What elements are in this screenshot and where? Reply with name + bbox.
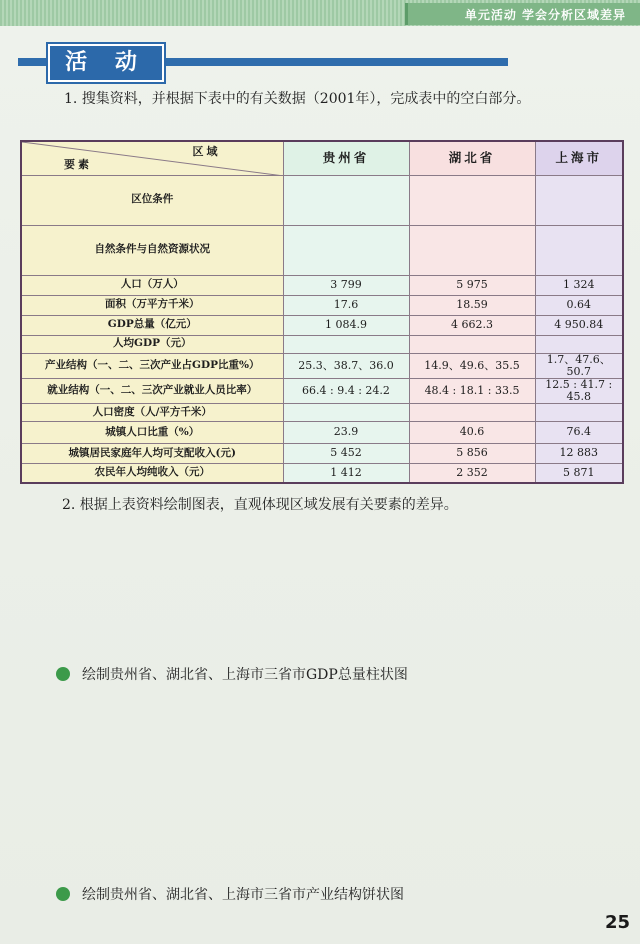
header-title: 单元活动 学会分析区域差异 [464,8,626,22]
table-cell: 12.5 : 41.7 : 45.8 [535,378,623,403]
bullet-text: 绘制贵州省、湖北省、上海市三省市GDP总量柱状图 [82,667,408,683]
bullet-item-pie-chart [56,884,576,904]
table-cell: 14.9、49.6、35.5 [409,353,535,378]
table-cell: 4 662.3 [409,315,535,335]
data-table [20,140,624,484]
activity-label: 活 动 [48,44,164,82]
table-cell: 18.59 [409,295,535,315]
table-cell: 5 975 [409,275,535,295]
row-label: 城镇居民家庭年人均可支配收入(元) [21,443,283,463]
table-cell: 1.7、47.6、50.7 [535,353,623,378]
table-cell [535,335,623,353]
row-label: 人口（万人） [21,275,283,295]
bullet-item-bar-chart [56,664,576,684]
table-cell [409,175,535,225]
table-row [21,335,623,353]
table-cell: 48.4 : 18.1 : 33.5 [409,378,535,403]
table-cell: 3 799 [283,275,409,295]
question-2: 2. 根据上表资料绘制图表，直观体现区域发展有关要素的差异。 [62,497,458,513]
table-row [21,403,623,421]
table-cell: 23.9 [283,421,409,443]
table-cell [535,225,623,275]
column-header-shanghai: 上海市 [535,141,623,175]
table-cell [283,403,409,421]
row-label: GDP总量（亿元） [21,315,283,335]
table-cell: 1 324 [535,275,623,295]
table-cell [283,335,409,353]
table-row [21,175,623,225]
table-cell [535,175,623,225]
table-corner-cell [21,141,283,175]
table-cell [283,175,409,225]
row-label: 产业结构（一、二、三次产业占GDP比重%） [21,353,283,378]
table-cell [535,403,623,421]
row-label: 就业结构（一、二、三次产业就业人员比率） [21,378,283,403]
table-cell [409,403,535,421]
table-cell: 1 412 [283,463,409,483]
row-label: 面积（万平方千米） [21,295,283,315]
table-cell: 0.64 [535,295,623,315]
table-cell: 66.4 : 9.4 : 24.2 [283,378,409,403]
bullet-text: 绘制贵州省、湖北省、上海市三省市产业结构饼状图 [82,887,404,903]
table-cell: 4 950.84 [535,315,623,335]
table-cell: 76.4 [535,421,623,443]
table-row [21,295,623,315]
table-row [21,225,623,275]
table-cell: 40.6 [409,421,535,443]
table-row [21,353,623,378]
table-cell [409,335,535,353]
table-row [21,315,623,335]
table-cell: 1 084.9 [283,315,409,335]
row-label: 城镇人口比重（%） [21,421,283,443]
table-cell [409,225,535,275]
corner-diagonal [22,142,283,175]
table-cell: 17.6 [283,295,409,315]
row-label: 农民年人均纯收入（元） [21,463,283,483]
table-cell: 5 452 [283,443,409,463]
table-cell [283,225,409,275]
table-cell: 12 883 [535,443,623,463]
corner-factor-label: 要素 [64,158,92,172]
bullet-dot-icon [56,667,70,681]
table-row [21,443,623,463]
table-cell: 2 352 [409,463,535,483]
row-label: 人口密度（人/平方千米） [21,403,283,421]
column-header-guizhou: 贵州省 [283,141,409,175]
page-number: 25 [604,912,630,933]
row-label: 人均GDP（元） [21,335,283,353]
question-1: 1. 搜集资料，并根据下表中的有关数据（2001年），完成表中的空白部分。 [64,91,531,107]
bullet-dot-icon [56,887,70,901]
table-row [21,421,623,443]
table-row [21,463,623,483]
corner-region-label: 区域 [192,145,221,158]
column-header-hubei: 湖北省 [409,141,535,175]
table-header-row [21,141,623,175]
row-label: 自然条件与自然资源状况 [21,225,283,275]
table-cell: 5 871 [535,463,623,483]
table-cell: 5 856 [409,443,535,463]
table-cell: 25.3、38.7、36.0 [283,353,409,378]
row-label: 区位条件 [21,175,283,225]
table-row [21,275,623,295]
table-row [21,378,623,403]
